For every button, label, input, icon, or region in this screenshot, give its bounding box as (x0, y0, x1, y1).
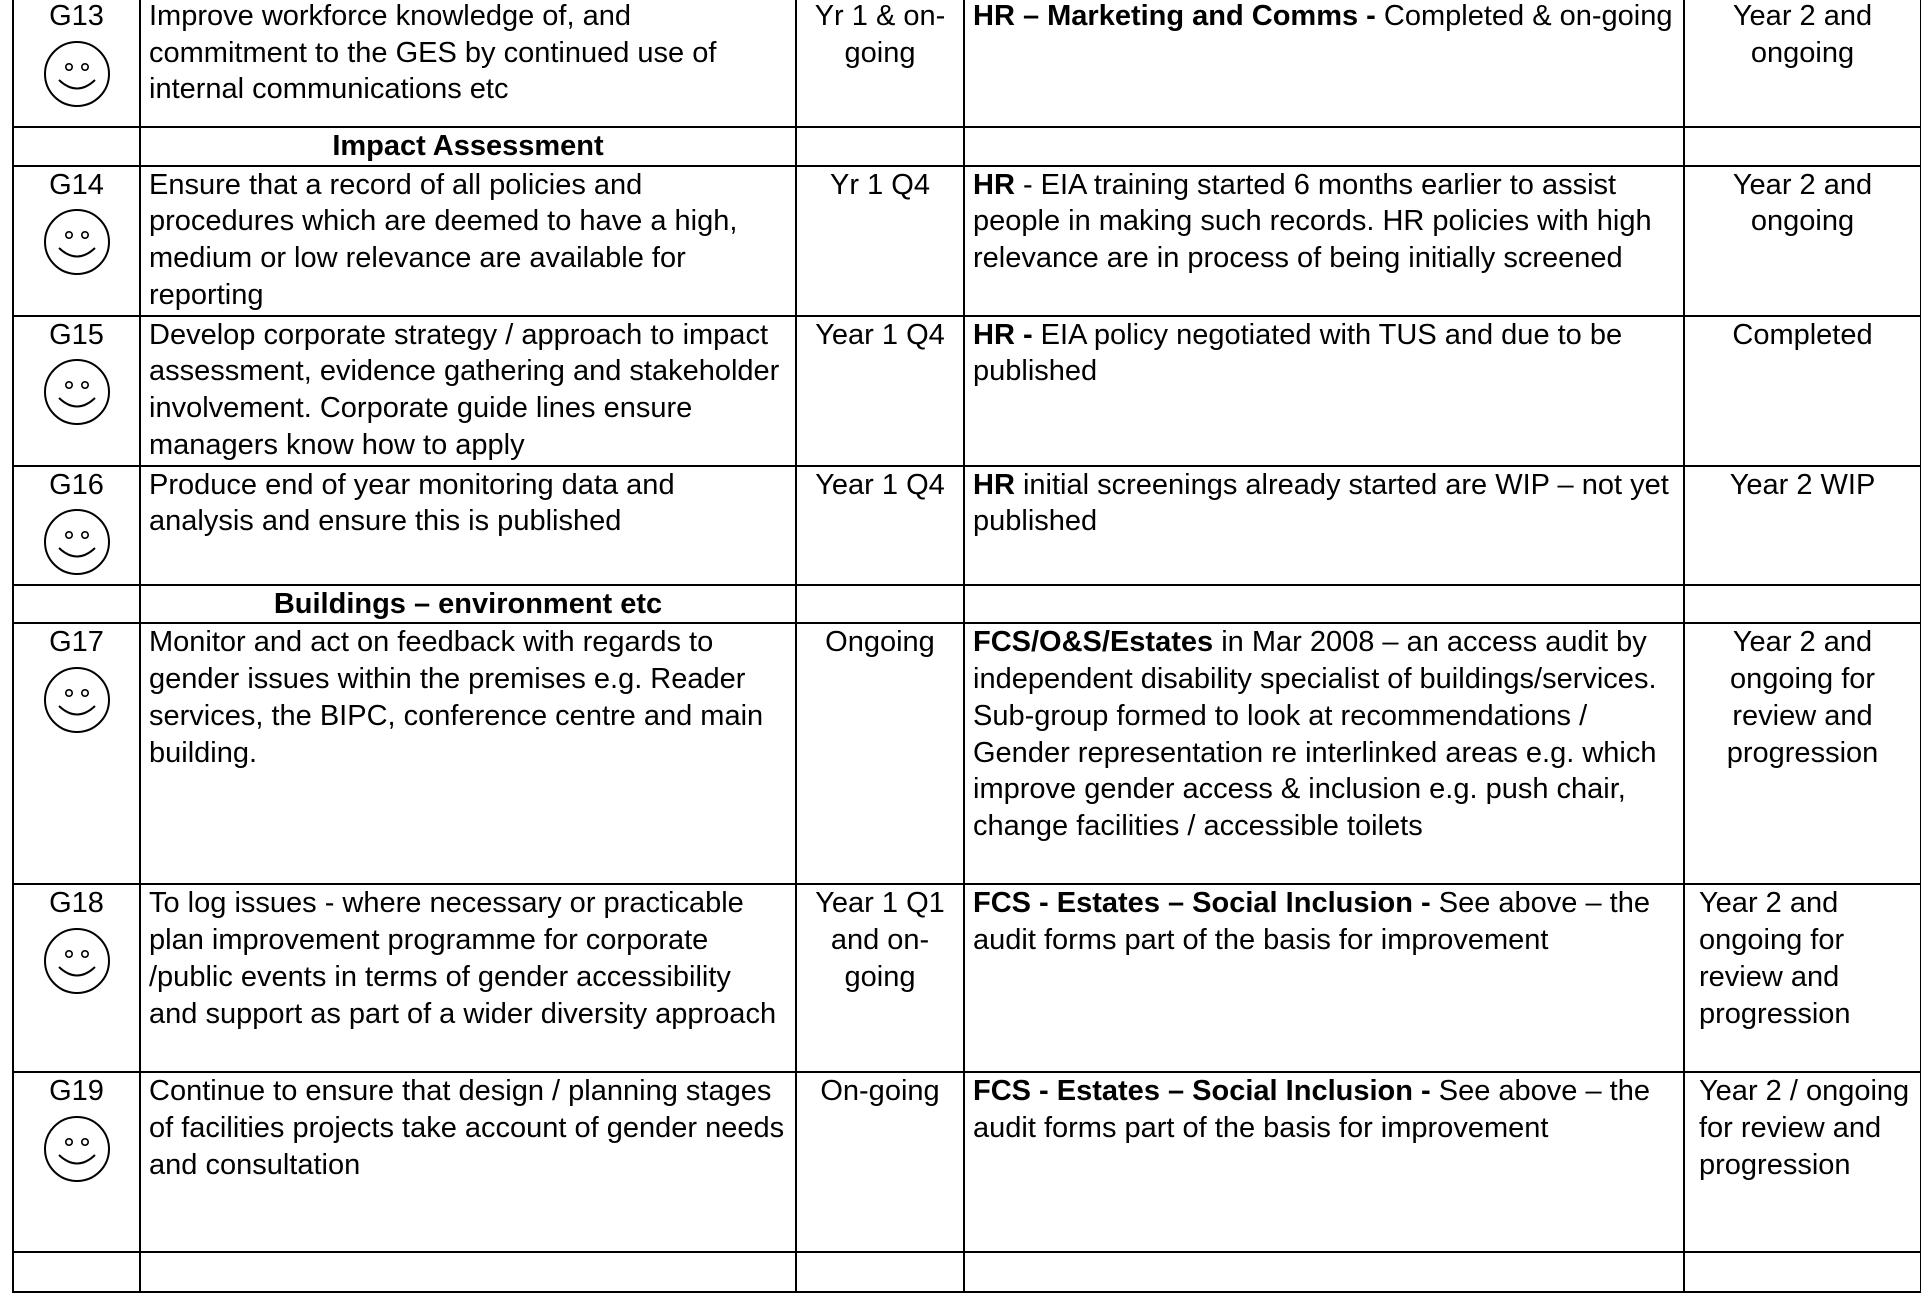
progress-text: initial screenings already started are WIP – not yet published (973, 468, 1669, 538)
empty-cell (964, 1252, 1684, 1292)
progress-text: in Mar 2008 – an access audit by independent disability specialist of buildings/services. Sub-group formed to look at recommendations / Gender representation re interlinked areas e.g. which improve gender access & inclusion e.g. push chair, change facilities / accessible toilets (973, 626, 1657, 842)
timescale-cell: Year 1 Q4 (796, 466, 964, 585)
ref-label: G13 (49, 0, 104, 32)
empty-cell (796, 127, 964, 166)
ref-cell (13, 623, 140, 884)
owner-label: HR - (973, 318, 1033, 351)
action-cell: Continue to ensure that design / planning stages of facilities projects take account of gender needs and consultation (140, 1072, 796, 1252)
progress-cell (964, 316, 1684, 466)
empty-cell (1684, 1252, 1921, 1292)
smiley-face-icon (42, 207, 112, 277)
empty-cell (13, 585, 140, 624)
status-cell: Year 2 and ongoing for review and progression (1684, 623, 1921, 884)
status-cell: Year 2 and ongoing (1684, 0, 1921, 127)
smiley-face-icon (42, 39, 112, 109)
status-cell: Year 2 / ongoing for review and progression (1684, 1072, 1921, 1252)
table-row (13, 316, 1921, 466)
empty-cell (1684, 127, 1921, 166)
progress-text: Completed & on-going (1375, 0, 1673, 32)
progress-cell (964, 884, 1684, 1072)
smiley-face-icon (42, 507, 112, 577)
section-header-row (13, 585, 1921, 624)
ref-cell (13, 166, 140, 316)
progress-cell (964, 623, 1684, 884)
table-row (13, 466, 1921, 585)
action-cell: Ensure that a record of all policies and procedures which are deemed to have a high, medium or low relevance are available for reporting (140, 166, 796, 316)
owner-label: HR – Marketing and Comms - (973, 0, 1376, 32)
table-row (13, 623, 1921, 884)
table-row (13, 166, 1921, 316)
progress-text: EIA policy negotiated with TUS and due to be published (973, 318, 1623, 388)
ref-label: G16 (49, 468, 104, 501)
status-cell: Year 2 and ongoing for review and progression (1684, 884, 1921, 1072)
timescale-cell: Year 1 Q1 and on-going (796, 884, 964, 1072)
empty-cell (796, 585, 964, 624)
smiley-face-icon (42, 665, 112, 735)
table-row (13, 884, 1921, 1072)
progress-cell (964, 0, 1684, 127)
timescale-cell: Year 1 Q4 (796, 316, 964, 466)
owner-label: FCS/O&S/Estates (973, 626, 1214, 659)
ref-label: G15 (49, 318, 104, 351)
progress-text: See above – the audit forms part of the basis for improvement (973, 1075, 1650, 1145)
empty-cell (964, 127, 1684, 166)
empty-cell (796, 1252, 964, 1292)
section-title: Buildings – environment etc (140, 585, 796, 624)
ref-cell (13, 1072, 140, 1252)
smiley-face-icon (42, 1114, 112, 1184)
progress-text: - EIA training started 6 months earlier to assist people in making such records. HR policies with high relevance are in process of being initially screened (973, 168, 1652, 275)
timescale-cell: Yr 1 & on-going (796, 0, 964, 127)
action-cell: Improve workforce knowledge of, and commitment to the GES by continued use of internal communications etc (140, 0, 796, 127)
owner-label: FCS - Estates – Social Inclusion - (973, 1075, 1431, 1108)
ref-label: G19 (49, 1075, 104, 1108)
status-cell: Year 2 WIP (1684, 466, 1921, 585)
ref-cell (13, 466, 140, 585)
table-row (13, 0, 1921, 127)
smiley-face-icon (42, 357, 112, 427)
smiley-face-icon (42, 926, 112, 996)
progress-cell (964, 1072, 1684, 1252)
action-plan-table (12, 0, 1921, 1293)
ref-cell (13, 316, 140, 466)
status-cell: Completed (1684, 316, 1921, 466)
owner-label: FCS - Estates – Social Inclusion - (973, 887, 1431, 920)
timescale-cell: On-going (796, 1072, 964, 1252)
progress-text: See above – the audit forms part of the basis for improvement (973, 887, 1650, 957)
ref-cell (13, 884, 140, 1072)
ref-label: G14 (49, 168, 104, 201)
action-cell: Monitor and act on feedback with regards to gender issues within the premises e.g. Reader services, the BIPC, conference centre and main building. (140, 623, 796, 884)
empty-cell (1684, 585, 1921, 624)
owner-label: HR (973, 468, 1015, 501)
ref-cell (13, 0, 140, 127)
empty-cell (140, 1252, 796, 1292)
empty-cell (13, 127, 140, 166)
empty-row (13, 1252, 1921, 1292)
action-cell: Produce end of year monitoring data and analysis and ensure this is published (140, 466, 796, 585)
timescale-cell: Ongoing (796, 623, 964, 884)
action-cell: To log issues - where necessary or practicable plan improvement programme for corporate /public events in terms of gender accessibility and support as part of a wider diversity approach (140, 884, 796, 1072)
action-cell: Develop corporate strategy / approach to impact assessment, evidence gathering and stakeholder involvement. Corporate guide lines ensure managers know how to apply (140, 316, 796, 466)
table-body (13, 0, 1921, 1292)
section-title: Impact Assessment (140, 127, 796, 166)
progress-cell (964, 166, 1684, 316)
section-header-row (13, 127, 1921, 166)
empty-cell (13, 1252, 140, 1292)
empty-cell (964, 585, 1684, 624)
owner-label: HR (973, 168, 1015, 201)
ref-label: G17 (49, 626, 104, 659)
table-row (13, 1072, 1921, 1252)
status-cell: Year 2 and ongoing (1684, 166, 1921, 316)
ref-label: G18 (49, 887, 104, 920)
progress-cell (964, 466, 1684, 585)
timescale-cell: Yr 1 Q4 (796, 166, 964, 316)
